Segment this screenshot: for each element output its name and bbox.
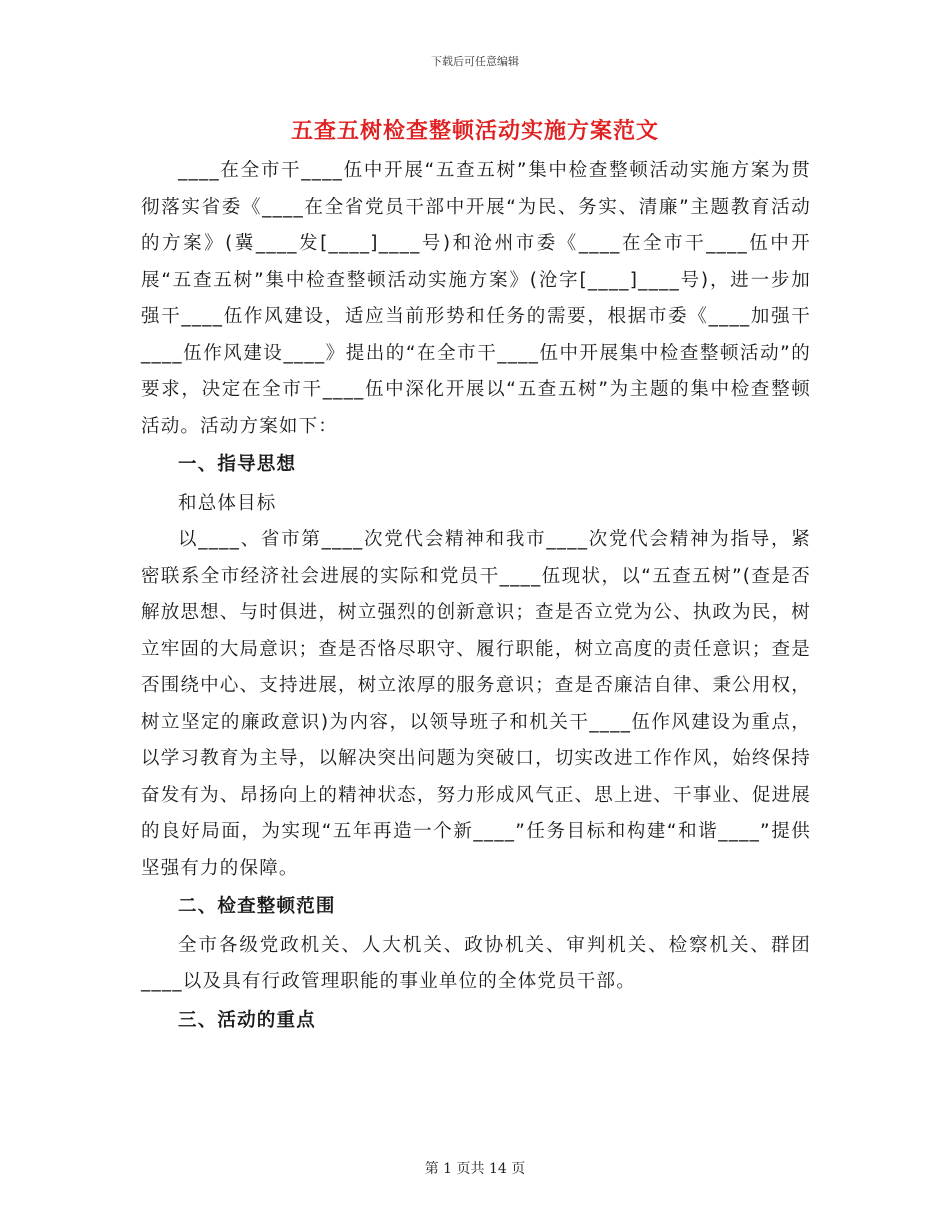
section-2-heading: 二、检查整顿范围 xyxy=(178,896,336,917)
section-2-paragraph: 全市各级党政机关、人大机关、政协机关、审判机关、检察机关、群团____以及具有行政管理职能的事业单位的全体党员干部。 xyxy=(141,934,811,992)
section-1-paragraph: 以____、省市第____次党代会精神和我市____次党代会精神为指导，紧密联系全市经济社会进展的实际和党员干____伍现状，以“五查五树”(查是否解放思想、与时俱进，树立强烈的创新意识；查是否立党为公、执政为民，树立牢固的大局意识；查是否恪尽职守、履行职能，树立高度的责任意识；查是否围绕中心、支持进展，树立浓厚的服务意识；查是否廉洁自律、秉公用权，树立坚定的廉政意识)为内容，以领导班子和机关干____伍作风建设为重点，以学习教育为主导，以解决突出问题为突破口，切实改进工作作风，始终保持奋发有为、昂扬向上的精神状态，努力形成风气正、思上进、干事业、促进展的良好局面，为实现“五年再造一个新____”任务目标和构建“和谐____”提供坚强有力的保障。 xyxy=(141,529,811,879)
document-title: 五查五树检查整顿活动实施方案范文 xyxy=(290,118,659,144)
section-1-subheading: 和总体目标 xyxy=(178,492,277,514)
header-note: 下载后可任意编辑 xyxy=(431,55,519,68)
section-3-heading: 三、活动的重点 xyxy=(178,1009,316,1031)
intro-paragraph: ____在全市干____伍中开展“五查五树”集中检查整顿活动实施方案为贯彻落实省委《____在全省党员干部中开展“为民、务实、清廉”主题教育活动的方案》(冀____发[____]____号)和沧州市委《____在全市干____伍中开展“五查五树”集中检查整顿活动实施方案》(沧字[____]____号)，进一步加强干____伍作风建设，适应当前形势和任务的需要，根据市委《____加强干____伍作风建设____》提出的“在全市干____伍中开展集中检查整顿活动”的要求，决定在全市干____伍中深化开展以“五查五树”为主题的集中检查整顿活动。活动方案如下： xyxy=(141,160,811,437)
page-number: 第 1 页共 14 页 xyxy=(424,1161,526,1177)
document-body xyxy=(141,153,811,1041)
section-1-heading: 一、指导思想 xyxy=(178,454,297,475)
